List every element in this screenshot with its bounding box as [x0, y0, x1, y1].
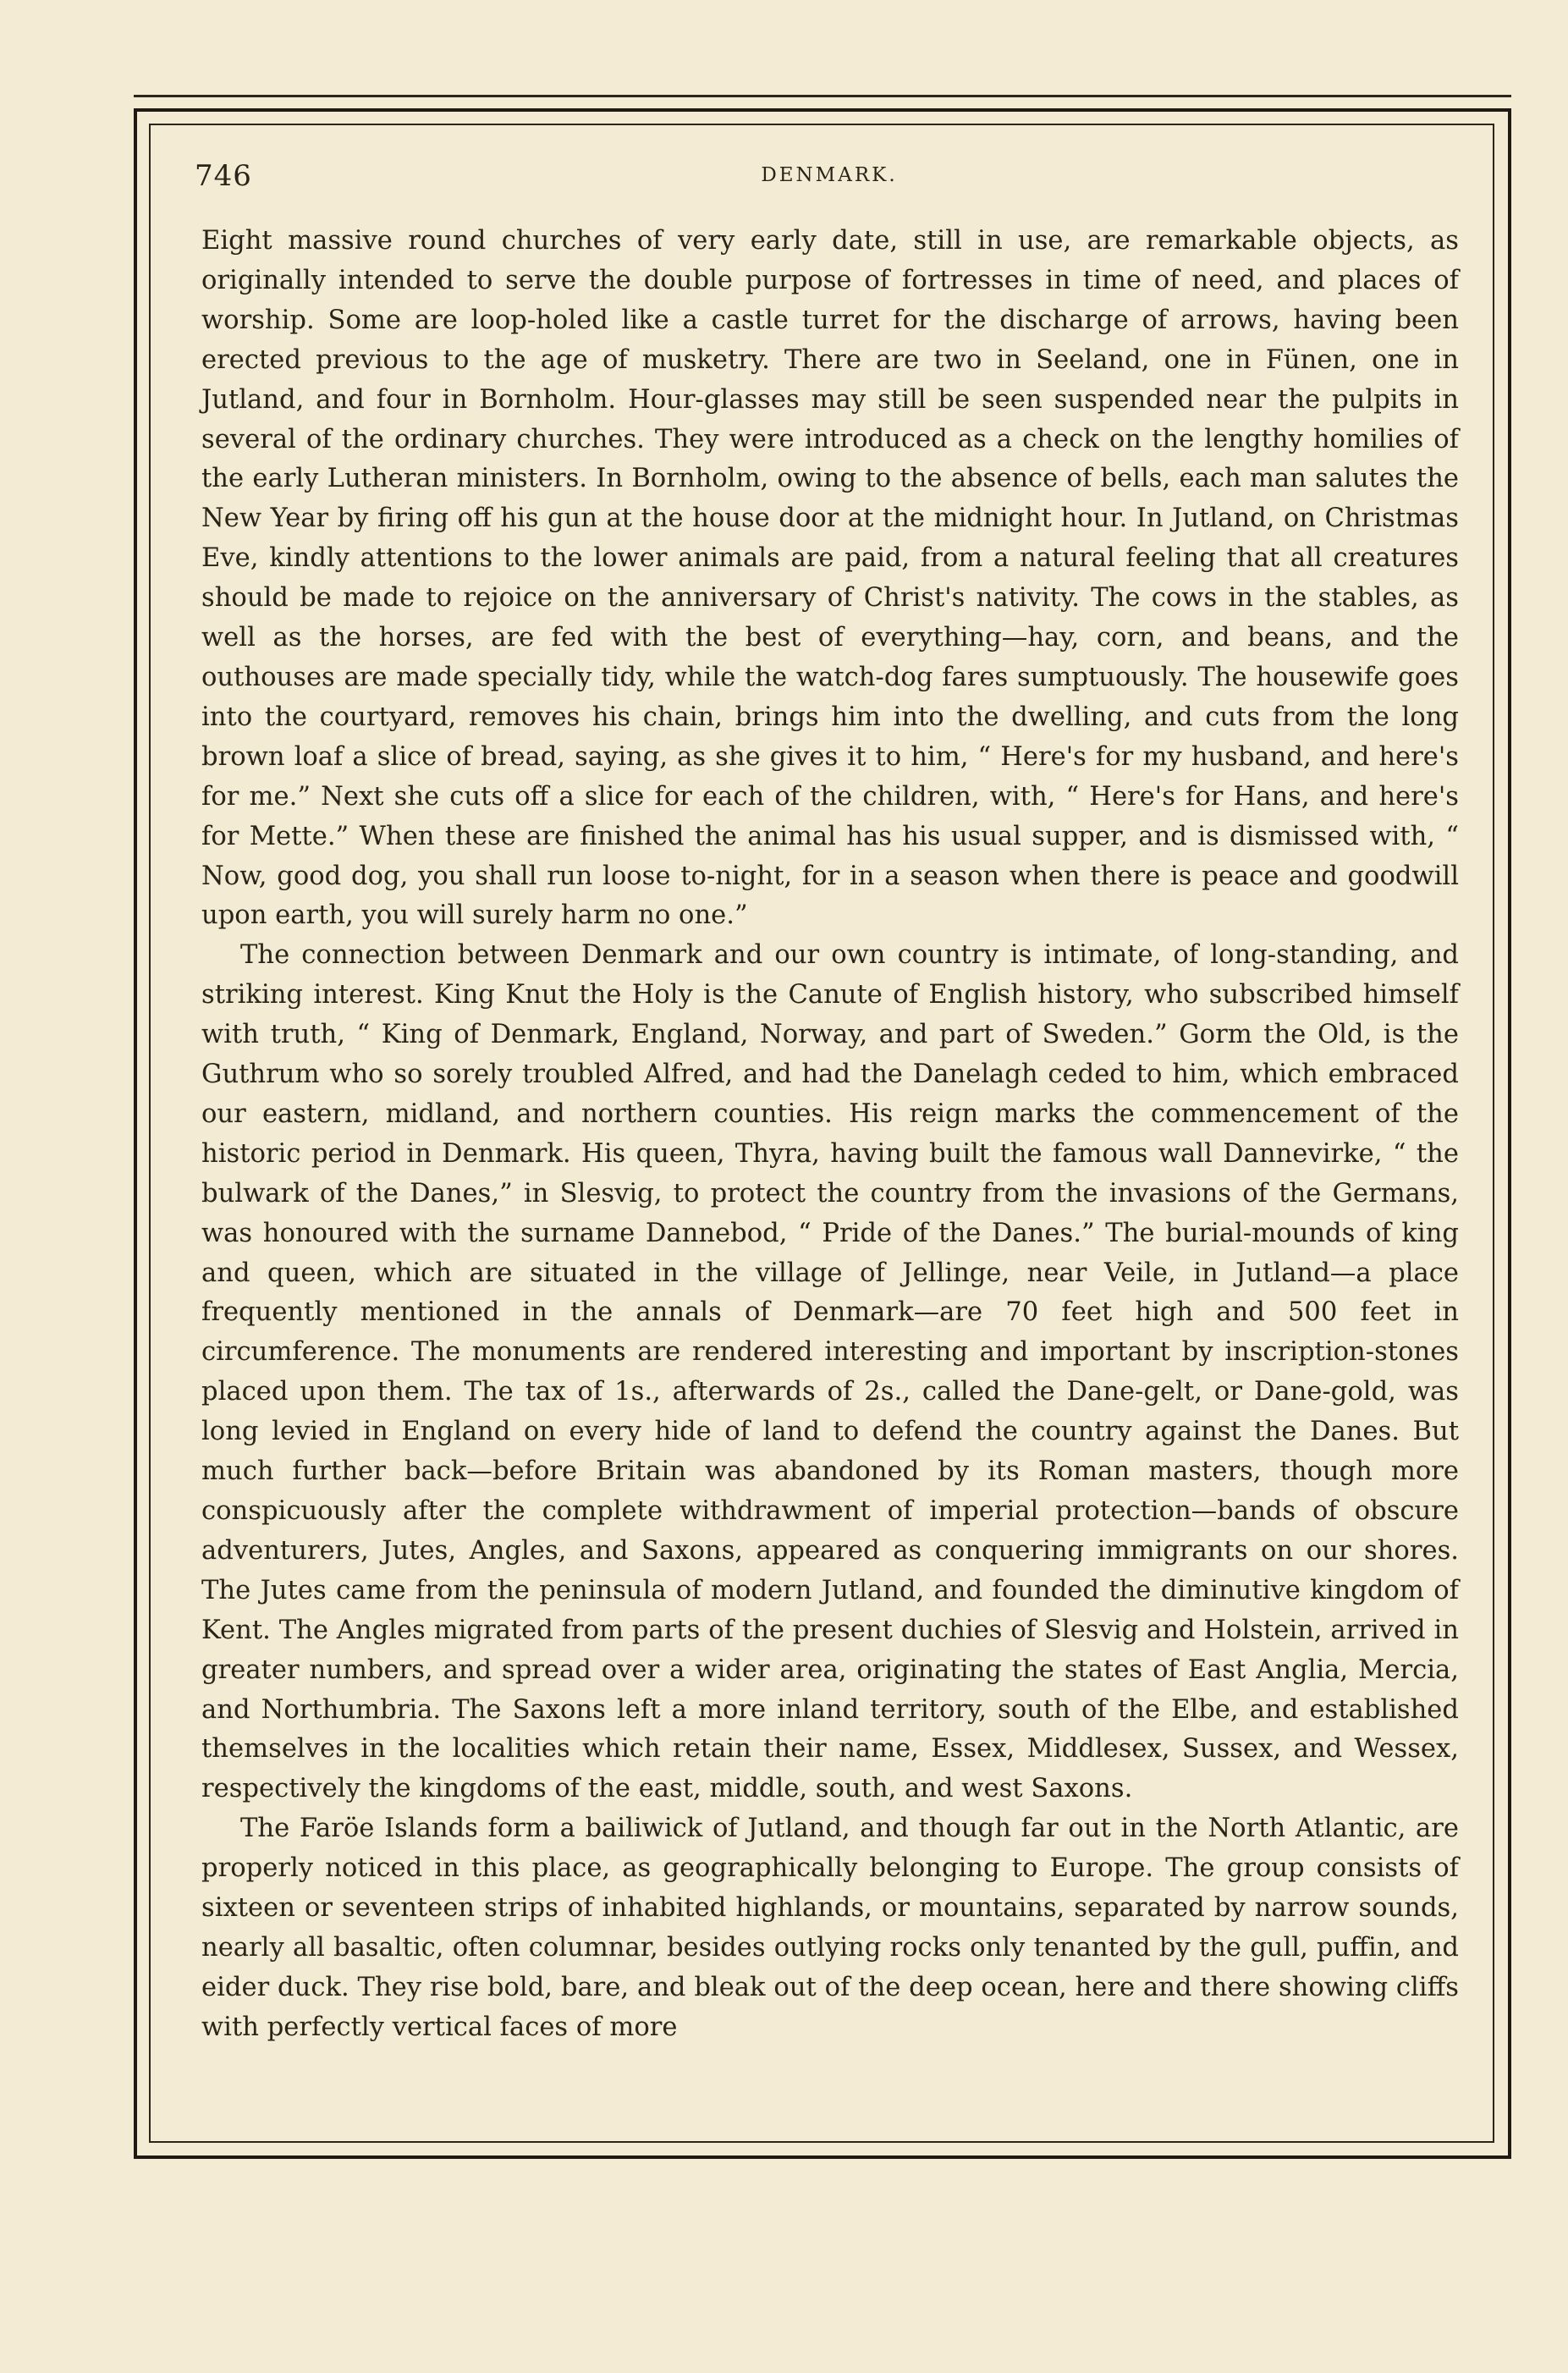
paragraph: The connection between Denmark and our own country is intimate, of long-standing, and striking interest. King Knut the Holy is the Canute of English history, who subscribed himself with truth, “ King of Denmark, England, Norway, and part of Sweden.” Gorm the Old, is the Guthrum who so sorely troubled Alfred, and had the Danelagh ceded to him, which embraced our eastern, midland, and northern counties. His reign marks the commencement of the historic period in Denmark. His queen, Thyra, having built the famous wall Dannevirke, “ the bulwark of the Danes,” in Slesvig, to protect the country from the invasions of the Germans, was honoured with the surname Dannebod, “ Pride of the Danes.” The burial-mounds of king and queen, which are situated in the village of Jellinge, near Veile, in Jutland—a place frequently mentioned in the annals of Denmark—are 70 feet high and 500 feet in circumference. The monuments are rendered interesting and important by inscription-stones placed upon them. The tax of 1s., afterwards of 2s., called the Dane-gelt, or Dane-gold, was long levied in England on every hide of land to defend the country against the Danes. But much further back—before Britain was abandoned by its Roman masters, though more conspicuously after the complete withdrawment of imperial protection—bands of obscure adventurers, Jutes, Angles, and Saxons, appeared as conquering immigrants on our shores. The Jutes came from the peninsula of modern Jutland, and founded the diminutive kingdom of Kent. The Angles migrated from parts of the present duchies of Slesvig and Holstein, arrived in greater numbers, and spread over a wider area, originating the states of East Anglia, Mercia, and Northumbria. The Saxons left a more inland territory, south of the Elbe, and established themselves in the localities which retain their name, Essex, Middlesex, Sussex, and Wessex, respectively the kingdoms of the east, middle, south, and west Saxons. — [201, 940, 1459, 1804]
paragraph: The Faröe Islands form a bailiwick of Jutland, and though far out in the North Atlantic, are properly noticed in this place, as geographically belonging to Europe. The group consists of sixteen or seventeen strips of inhabited highlands, or mountains, separated by narrow sounds, nearly all basaltic, often columnar, besides outlying rocks only tenanted by the gull, puffin, and eider duck. They rise bold, bare, and bleak out of the deep ocean, here and there showing cliffs with perfectly vertical faces of more — [201, 1814, 1459, 2042]
running-head: DENMARK. — [761, 164, 898, 186]
body-text — [201, 222, 1459, 2048]
page-number: 746 — [195, 159, 252, 193]
page-header — [195, 159, 1464, 201]
top-rule — [134, 95, 1511, 97]
paragraph: Eight massive round churches of very early date, still in use, are remarkable objects, as originally intended to serve the double purpose of fortresses in time of need, and places of worship. Some are loop-holed like a castle turret for the discharge of arrows, having been erected previous to the age of musketry. There are two in Seeland, one in Fünen, one in Jutland, and four in Bornholm. Hour-glasses may still be seen suspended near the pulpits in several of the ordinary churches. They were introduced as a check on the lengthy homilies of the early Lutheran ministers. In Bornholm, owing to the absence of bells, each man salutes the New Year by firing off his gun at the house door at the midnight hour. In Jutland, on Christmas Eve, kindly attentions to the lower animals are paid, from a natural feeling that all creatures should be made to rejoice on the anniversary of Christ's nativity. The cows in the stables, as well as the horses, are fed with the best of everything—hay, corn, and beans, and the outhouses are made specially tidy, while the watch-dog fares sumptuously. The housewife goes into the courtyard, removes his chain, brings him into the dwelling, and cuts from the long brown loaf a slice of bread, saying, as she gives it to him, “ Here's for my husband, and here's for me.” Next she cuts off a slice for each of the children, with, “ Here's for Hans, and here's for Mette.” When these are finished the animal has his usual supper, and is dismissed with, “ Now, good dog, you shall run loose to-night, for in a season when there is peace and goodwill upon earth, you will surely harm no one.” — [201, 226, 1459, 931]
